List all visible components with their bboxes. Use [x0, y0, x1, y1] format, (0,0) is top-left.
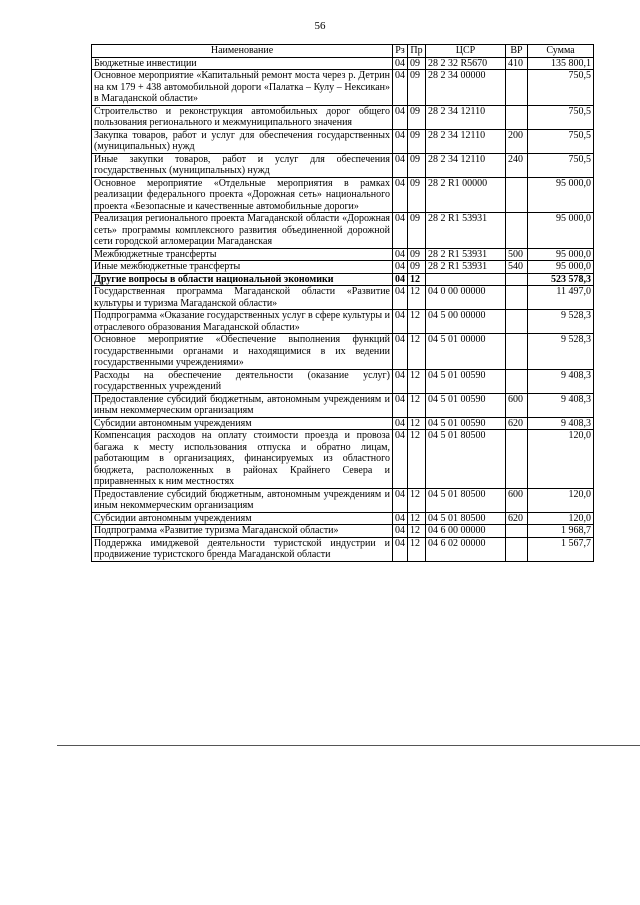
cell-csr: 28 2 R1 53931: [426, 248, 506, 261]
cell-vr: [506, 105, 528, 129]
cell-vr: [506, 286, 528, 310]
cell-sum: 1 968,7: [528, 525, 594, 538]
cell-vr: [506, 310, 528, 334]
cell-pr: 12: [408, 334, 426, 370]
cell-rz: 04: [393, 248, 408, 261]
cell-pr: 09: [408, 153, 426, 177]
cell-sum: 750,5: [528, 129, 594, 153]
cell-name: Реализация регионального проекта Магаданской области «Дорожная сеть» программы комплексного развития объединенной дорожной сети городской агломерации Магаданская: [92, 213, 393, 249]
cell-rz: 04: [393, 153, 408, 177]
table-row: [92, 70, 594, 106]
cell-csr: 04 5 01 80500: [426, 512, 506, 525]
table-row: [92, 393, 594, 417]
cell-pr: 12: [408, 286, 426, 310]
cell-sum: 135 800,1: [528, 57, 594, 70]
cell-csr: 28 2 34 12110: [426, 105, 506, 129]
cell-name: Закупка товаров, работ и услуг для обеспечения государственных (муниципальных) нужд: [92, 129, 393, 153]
cell-sum: 120,0: [528, 430, 594, 489]
cell-pr: 12: [408, 488, 426, 512]
cell-csr: [426, 273, 506, 286]
cell-name: Иные межбюджетные трансферты: [92, 261, 393, 274]
cell-sum: 9 528,3: [528, 334, 594, 370]
cell-sum: 9 408,3: [528, 393, 594, 417]
cell-vr: [506, 430, 528, 489]
cell-rz: 04: [393, 393, 408, 417]
cell-rz: 04: [393, 57, 408, 70]
cell-rz: 04: [393, 310, 408, 334]
table-row: [92, 286, 594, 310]
cell-vr: [506, 177, 528, 213]
cell-name: Другие вопросы в области национальной экономики: [92, 273, 393, 286]
table-row: [92, 261, 594, 274]
table-row: [92, 488, 594, 512]
cell-rz: 04: [393, 430, 408, 489]
cell-csr: 04 5 01 80500: [426, 488, 506, 512]
header-sum: Сумма: [528, 45, 594, 58]
table-header-row: [92, 45, 594, 58]
cell-csr: 28 2 R1 53931: [426, 261, 506, 274]
cell-sum: 9 408,3: [528, 417, 594, 430]
cell-csr: 04 5 01 80500: [426, 430, 506, 489]
cell-vr: 540: [506, 261, 528, 274]
table-row: [92, 129, 594, 153]
header-rz: Рз: [393, 45, 408, 58]
cell-name: Субсидии автономным учреждениям: [92, 417, 393, 430]
cell-pr: 12: [408, 273, 426, 286]
cell-csr: 28 2 R1 00000: [426, 177, 506, 213]
cell-csr: 04 5 01 00590: [426, 393, 506, 417]
cell-sum: 523 578,3: [528, 273, 594, 286]
cell-csr: 04 5 01 00590: [426, 417, 506, 430]
cell-pr: 12: [408, 537, 426, 561]
cell-csr: 28 2 34 12110: [426, 129, 506, 153]
cell-pr: 09: [408, 177, 426, 213]
table-row: [92, 537, 594, 561]
cell-name: Поддержка имиджевой деятельности туристской индустрии и продвижение туристского бренда Магаданской области: [92, 537, 393, 561]
cell-pr: 12: [408, 369, 426, 393]
budget-table: [91, 44, 594, 562]
cell-rz: 04: [393, 213, 408, 249]
cell-name: Подпрограмма «Развитие туризма Магаданской области»: [92, 525, 393, 538]
table-row: [92, 525, 594, 538]
cell-sum: 9 528,3: [528, 310, 594, 334]
cell-rz: 04: [393, 70, 408, 106]
cell-pr: 09: [408, 213, 426, 249]
table-row: [92, 177, 594, 213]
cell-name: Подпрограмма «Оказание государственных услуг в сфере культуры и отраслевого образования Магаданской области»: [92, 310, 393, 334]
header-vr: ВР: [506, 45, 528, 58]
cell-pr: 12: [408, 310, 426, 334]
cell-vr: [506, 525, 528, 538]
cell-csr: 04 5 01 00000: [426, 334, 506, 370]
cell-csr: 04 5 01 00590: [426, 369, 506, 393]
cell-rz: 04: [393, 525, 408, 538]
table-row: [92, 273, 594, 286]
cell-pr: 12: [408, 512, 426, 525]
cell-sum: 95 000,0: [528, 261, 594, 274]
cell-vr: [506, 537, 528, 561]
cell-csr: 28 2 34 12110: [426, 153, 506, 177]
cell-name: Предоставление субсидий бюджетным, автономным учреждениям и иным некоммерческим организациям: [92, 488, 393, 512]
cell-rz: 04: [393, 512, 408, 525]
cell-name: Предоставление субсидий бюджетным, автономным учреждениям и иным некоммерческим организациям: [92, 393, 393, 417]
cell-pr: 09: [408, 57, 426, 70]
cell-vr: 500: [506, 248, 528, 261]
cell-sum: 750,5: [528, 153, 594, 177]
cell-pr: 12: [408, 430, 426, 489]
cell-vr: 200: [506, 129, 528, 153]
table-row: [92, 310, 594, 334]
cell-rz: 04: [393, 261, 408, 274]
cell-rz: 04: [393, 129, 408, 153]
cell-rz: 04: [393, 488, 408, 512]
cell-rz: 04: [393, 334, 408, 370]
cell-pr: 12: [408, 525, 426, 538]
cell-vr: 410: [506, 57, 528, 70]
cell-csr: 04 5 00 00000: [426, 310, 506, 334]
table-row: [92, 512, 594, 525]
table-row: [92, 57, 594, 70]
table-body: [92, 57, 594, 561]
page-number: 56: [314, 20, 326, 32]
cell-vr: 600: [506, 488, 528, 512]
cell-rz: 04: [393, 273, 408, 286]
cell-sum: 9 408,3: [528, 369, 594, 393]
cell-name: Иные закупки товаров, работ и услуг для обеспечения государственных (муниципальных) нужд: [92, 153, 393, 177]
cell-rz: 04: [393, 369, 408, 393]
cell-vr: [506, 70, 528, 106]
cell-pr: 09: [408, 248, 426, 261]
cell-name: Расходы на обеспечение деятельности (оказание услуг) государственных учреждений: [92, 369, 393, 393]
table-row: [92, 153, 594, 177]
cell-rz: 04: [393, 105, 408, 129]
cell-name: Государственная программа Магаданской области «Развитие культуры и туризма Магаданской области»: [92, 286, 393, 310]
cell-csr: 28 2 R1 53931: [426, 213, 506, 249]
table-row: [92, 248, 594, 261]
table-row: [92, 213, 594, 249]
table-row: [92, 105, 594, 129]
cell-pr: 09: [408, 261, 426, 274]
cell-sum: 95 000,0: [528, 248, 594, 261]
cell-vr: [506, 273, 528, 286]
cell-csr: 28 2 34 00000: [426, 70, 506, 106]
cell-vr: 600: [506, 393, 528, 417]
table-row: [92, 430, 594, 489]
cell-sum: 1 567,7: [528, 537, 594, 561]
cell-name: Субсидии автономным учреждениям: [92, 512, 393, 525]
cell-name: Строительство и реконструкция автомобильных дорог общего пользования регионального и межмуниципального значения: [92, 105, 393, 129]
cell-name: Основное мероприятие «Отдельные мероприятия в рамках реализации федерального проекта «Дорожная сеть» национального проекта «Безопасные и качественные автомобильные дороги»: [92, 177, 393, 213]
cell-sum: 95 000,0: [528, 177, 594, 213]
table-row: [92, 369, 594, 393]
cell-sum: 11 497,0: [528, 286, 594, 310]
cell-vr: [506, 369, 528, 393]
cell-vr: [506, 334, 528, 370]
cell-rz: 04: [393, 417, 408, 430]
cell-name: Межбюджетные трансферты: [92, 248, 393, 261]
cell-name: Основное мероприятие «Обеспечение выполнения функций государственными органами и находящимися в их ведении государственными учреждениями»: [92, 334, 393, 370]
cell-csr: 04 6 02 00000: [426, 537, 506, 561]
cell-sum: 120,0: [528, 488, 594, 512]
cell-pr: 09: [408, 105, 426, 129]
header-csr: ЦСР: [426, 45, 506, 58]
cell-csr: 04 0 00 00000: [426, 286, 506, 310]
header-pr: Пр: [408, 45, 426, 58]
cell-name: Компенсация расходов на оплату стоимости проезда и провоза багажа к месту использования отпуска и обратно лицам, работающим в организациях, финансируемых из областного бюджета, расположенных в районах Крайнего Севера и приравненных к ним местностях: [92, 430, 393, 489]
bottom-rule: [57, 745, 640, 746]
header-name: Наименование: [92, 45, 393, 58]
cell-vr: 620: [506, 512, 528, 525]
cell-name: Бюджетные инвестиции: [92, 57, 393, 70]
cell-csr: 04 6 00 00000: [426, 525, 506, 538]
cell-rz: 04: [393, 286, 408, 310]
cell-vr: 240: [506, 153, 528, 177]
cell-rz: 04: [393, 177, 408, 213]
cell-sum: 120,0: [528, 512, 594, 525]
cell-name: Основное мероприятие «Капитальный ремонт моста через р. Детрин на км 179 + 438 автомобильной дороги «Палатка – Кулу – Нексикан» в Магаданской области»: [92, 70, 393, 106]
table-row: [92, 417, 594, 430]
table-row: [92, 334, 594, 370]
cell-pr: 09: [408, 129, 426, 153]
cell-sum: 750,5: [528, 105, 594, 129]
cell-pr: 12: [408, 393, 426, 417]
cell-sum: 95 000,0: [528, 213, 594, 249]
cell-vr: [506, 213, 528, 249]
cell-pr: 09: [408, 70, 426, 106]
cell-vr: 620: [506, 417, 528, 430]
cell-rz: 04: [393, 537, 408, 561]
cell-sum: 750,5: [528, 70, 594, 106]
cell-pr: 12: [408, 417, 426, 430]
cell-csr: 28 2 32 R5670: [426, 57, 506, 70]
